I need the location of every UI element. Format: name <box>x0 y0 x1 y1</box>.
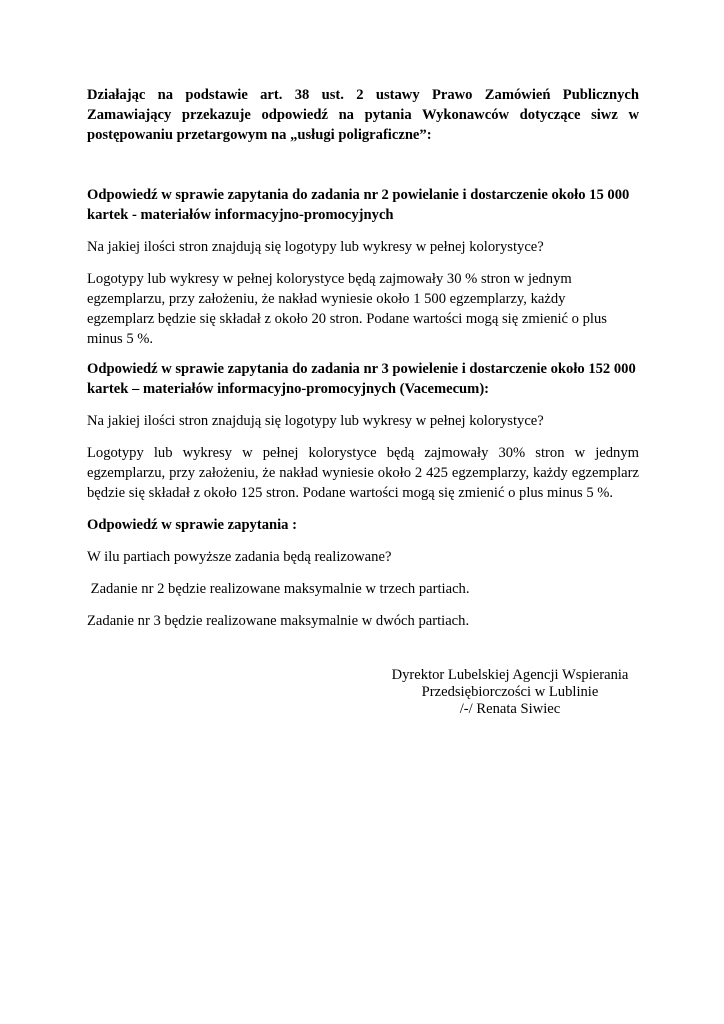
section-3-question: Na jakiej ilości stron znajdują się logotypy lub wykresy w pełnej kolorystyce? <box>87 413 544 429</box>
section-3-answer: Logotypy lub wykresy w pełnej kolorystyce będą zajmowały 30% stron w jednym egzemplarzu, przy założeniu, że nakład wyniesie około 2 425 egzemplarzy, każdy egzemplarz będzie się składał z około 125 stron. Podane wartości mogą się zmienić o plus minus 5 %. <box>87 445 639 501</box>
document-body <box>87 85 639 631</box>
signature-name: /-/ Renata Siwiec <box>459 701 561 717</box>
section-2-answer: Logotypy lub wykresy w pełnej kolorystyce będą zajmowały 30 % stron w jednym egzemplarzu, przy założeniu, że nakład wyniesie około 1 500 egzemplarzy, każdy egzemplarz będzie się składał z około 20 stron. Podane wartości mogą się zmienić o plus minus 5 %. <box>87 271 607 347</box>
intro-paragraph: Działając na podstawie art. 38 ust. 2 ustawy Prawo Zamówień Publicznych Zamawiający przekazuje odpowiedź na pytania Wykonawców dotyczące siwz w postępowaniu przetargowym na „usługi poligraficzne”: <box>87 87 639 143</box>
section-2-question: Na jakiej ilości stron znajdują się logotypy lub wykresy w pełnej kolorystyce? <box>87 239 544 255</box>
general-answer-task-3: Zadanie nr 3 będzie realizowane maksymalnie w dwóch partiach. <box>87 613 470 629</box>
signature-title: Dyrektor Lubelskiej Agencji Wspierania <box>391 667 629 683</box>
signature-block <box>380 667 640 718</box>
signature-organization: Przedsiębiorczości w Lublinie <box>421 684 599 700</box>
section-2-heading: Odpowiedź w sprawie zapytania do zadania nr 2 powielanie i dostarczenie około 15 000 kartek - materiałów informacyjno-promocyjnych <box>87 187 630 223</box>
general-question-heading: Odpowiedź w sprawie zapytania : <box>87 517 297 533</box>
general-answer-task-2: Zadanie nr 2 będzie realizowane maksymalnie w trzech partiach. <box>87 581 470 597</box>
general-question: W ilu partiach powyższe zadania będą realizowane? <box>87 549 392 565</box>
section-3-heading: Odpowiedź w sprawie zapytania do zadania nr 3 powielenie i dostarczenie około 152 000 kartek – materiałów informacyjno-promocyjnych (Vacemecum): <box>87 361 636 397</box>
